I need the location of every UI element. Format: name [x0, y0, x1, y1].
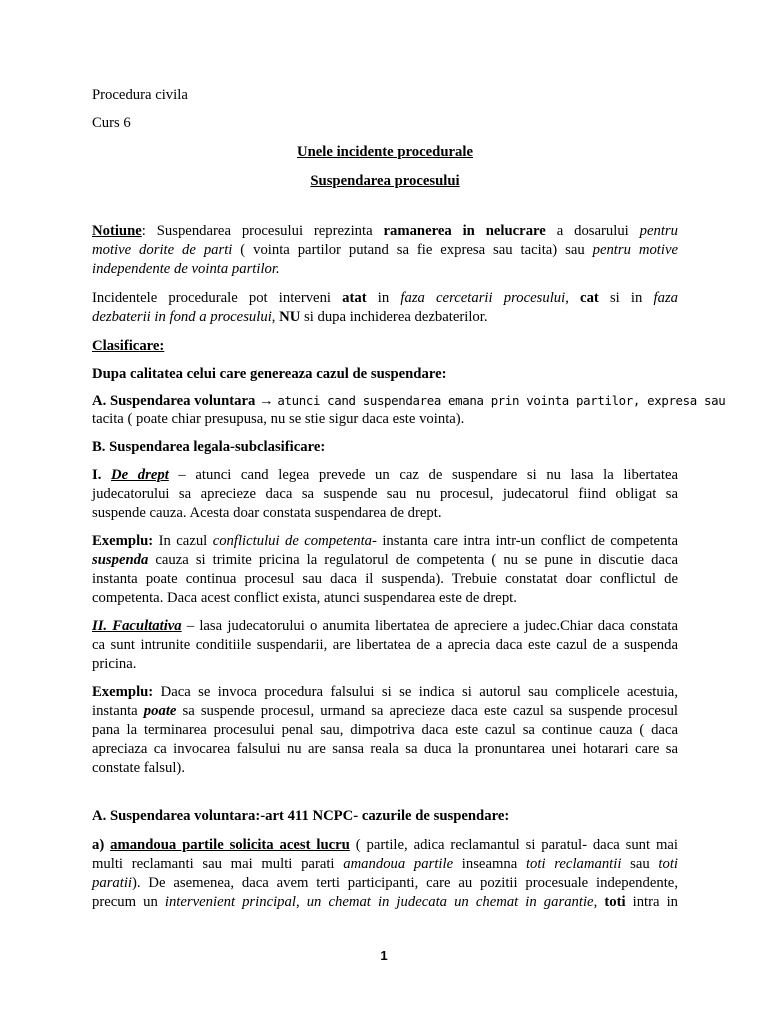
- pointA-line-2: multi reclamanti sau mai multi parati amandoua partile inseamna toti reclamantii sau toti: [92, 856, 678, 872]
- pointA-label: amandoua partile solicita acest lucru: [110, 837, 350, 853]
- dedrept-line-2: judecatorului sa aprecieze daca sa suspende sau nu procesul, judecatorul fiind obligat sa: [92, 486, 678, 502]
- exemplu1-line-1: Exemplu: In cazul conflictului de competenta- instanta care intra intr-un conflict de competenta: [92, 533, 678, 549]
- lecture-number: Curs 6: [92, 115, 131, 131]
- document-title: Unele incidente procedurale: [297, 144, 473, 160]
- exemplu2-line-3: pana la terminarea procesului penal sau, dimpotriva daca este cazul sa continue cauza ( daca: [92, 722, 678, 738]
- pointA-line-1: a) amandoua partile solicita acest lucru ( partile, adica reclamantul si paratul- daca sunt mai: [92, 837, 678, 853]
- facultativa-line-2: ca sunt intrunite conditiile suspendarii, are libertatea de a aprecia daca este cazul de a suspenda: [92, 637, 678, 653]
- document-subtitle: Suspendarea procesului: [310, 173, 460, 189]
- exemplu2-line-1: Exemplu: Daca se invoca procedura falsului si se indica si autorul sau complicele acestuia,: [92, 684, 678, 700]
- incidente-line-2: dezbaterii in fond a procesului, NU si dupa inchiderea dezbaterilor.: [92, 309, 488, 325]
- dedrept-label: De drept: [111, 467, 169, 483]
- course-name: Procedura civila: [92, 87, 188, 103]
- exemplu1-line-4: competenta. Daca acest conflict exista, atunci suspendarea este de drept.: [92, 590, 517, 606]
- facultativa-label: II. Facultativa: [92, 618, 182, 634]
- facultativa-line-3: pricina.: [92, 656, 137, 672]
- page-number: 1: [380, 948, 388, 963]
- incidente-line-1: Incidentele procedurale pot interveni atat in faza cercetarii procesului, cat si in faza: [92, 290, 678, 306]
- notiune-line-3: independente de vointa partilor.: [92, 261, 280, 277]
- legala-heading: B. Suspendarea legala-subclasificare:: [92, 439, 326, 455]
- pointA-line-4: precum un intervenient principal, un chemat in judecata un chemat in garantie, toti intra in: [92, 894, 679, 910]
- dedrept-line-3: suspende cauza. Acesta doar constata suspendarea de drept.: [92, 505, 442, 521]
- notiune-line-1: Notiune: Suspendarea procesului reprezinta ramanerea in nelucrare a dosarului pentru: [92, 223, 678, 239]
- exemplu2-line-5: constate falsul).: [92, 760, 185, 776]
- section2-heading: A. Suspendarea voluntara:-art 411 NCPC- cazurile de suspendare:: [92, 808, 510, 824]
- exemplu1-line-3: instanta poate continua procesul sau daca il suspenda). Trebuie constatat doar conflictul de: [92, 571, 678, 587]
- notiune-label: Notiune: [92, 223, 142, 239]
- voluntara-line-2: tacita ( poate chiar presupusa, nu se stie sigur daca este vointa).: [92, 411, 465, 427]
- clasificare-criteriu: Dupa calitatea celui care genereaza cazul de suspendare:: [92, 366, 447, 382]
- exemplu1-line-2: suspenda cauza si trimite pricina la regulatorul de competenta ( nu se pune in discutie daca: [92, 552, 678, 568]
- exemplu2-line-4: apreciaza ca invocarea falsului nu are sansa reala sa duca la pronuntarea unei hotarari care sa: [92, 741, 678, 757]
- exemplu2-line-2: instanta poate sa suspende procesul, urmand sa aprecieze daca este cazul sa suspende procesul: [92, 703, 679, 719]
- facultativa-line-1: II. Facultativa – lasa judecatorului o anumita libertatea de apreciere a judec.Chiar daca constata: [92, 618, 678, 634]
- pointA-line-3: paratii). De asemenea, daca avem terti participanti, care au pozitii procesuale independente,: [92, 875, 678, 891]
- clasificare-heading: Clasificare:: [92, 338, 165, 354]
- notiune-line-2: motive dorite de parti ( vointa partilor putand sa fie expresa sau tacita) sau pentru motive: [92, 242, 678, 258]
- voluntara-line-1: A. Suspendarea voluntara → atunci cand suspendarea emana prin vointa partilor, expresa sau: [92, 393, 726, 409]
- dedrept-line-1: I. De drept – atunci cand legea prevede un caz de suspendare si nu lasa la libertatea: [92, 467, 678, 483]
